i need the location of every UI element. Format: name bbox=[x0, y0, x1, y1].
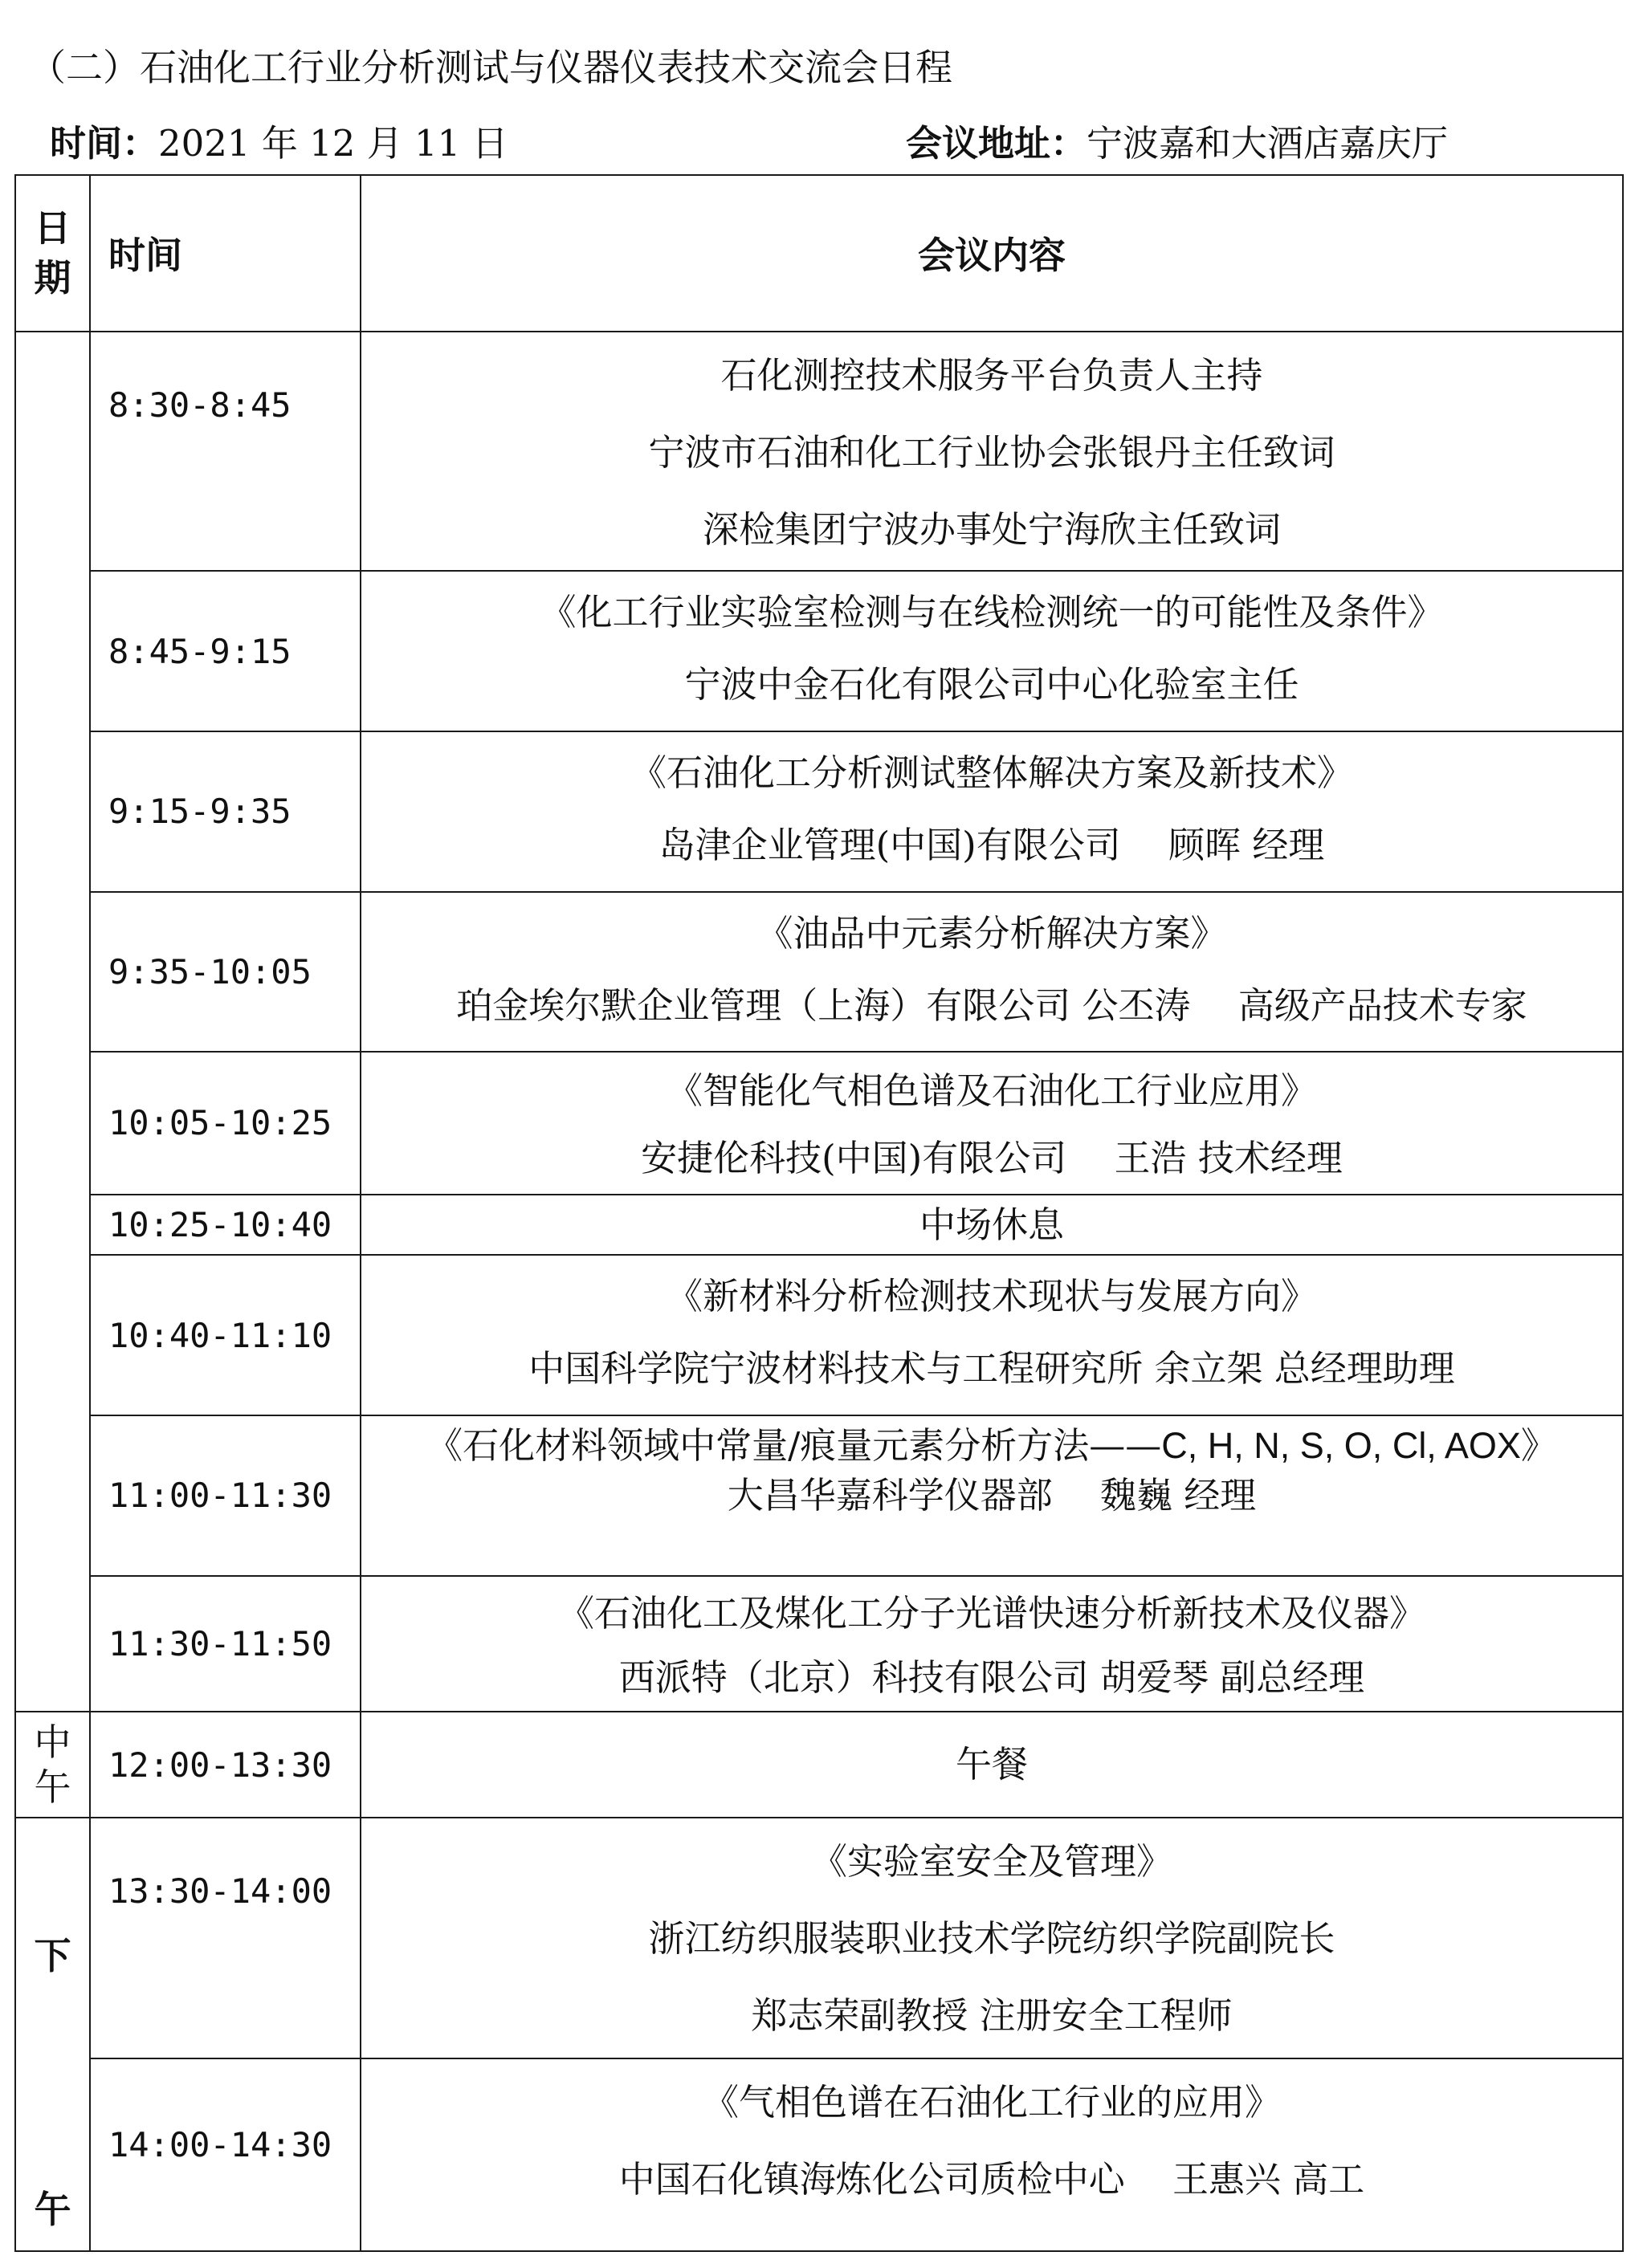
time-label: 时间： bbox=[50, 122, 159, 165]
content-line: 宁波市石油和化工行业协会张银丹主任致词 bbox=[648, 430, 1335, 474]
time-cell: 11:00-11:30 bbox=[90, 1415, 361, 1576]
time-cell: 11:30-11:50 bbox=[90, 1576, 361, 1712]
content-line: 深检集团宁波办事处宁海欣主任致词 bbox=[702, 507, 1281, 551]
content-line: 《油品中元素分析解决方案》 bbox=[756, 911, 1227, 955]
content-line: 石化测控技术服务平台负责人主持 bbox=[720, 353, 1263, 397]
schedule-table bbox=[14, 174, 1624, 2252]
content-cell bbox=[361, 571, 1623, 731]
content-cell bbox=[361, 892, 1623, 1053]
content-line: 《气相色谱在石油化工行业的应用》 bbox=[702, 2080, 1281, 2123]
content-cell bbox=[361, 1255, 1623, 1415]
content-line: C, H, N, S, O, Cl, AOX》 bbox=[1161, 1425, 1557, 1467]
table-row bbox=[15, 332, 1623, 572]
header-time: 时间 bbox=[90, 175, 361, 332]
content-line: 中场休息 bbox=[919, 1203, 1064, 1246]
content-cell bbox=[361, 1195, 1623, 1256]
content-line: 大昌华嘉科学仪器部 魏巍 经理 bbox=[727, 1474, 1257, 1517]
table-row bbox=[15, 1052, 1623, 1195]
table-row bbox=[15, 1415, 1623, 1576]
content-cell bbox=[361, 1712, 1623, 1818]
content-cell bbox=[361, 332, 1623, 572]
content-line: 《新材料分析检测技术现状与发展方向》 bbox=[666, 1275, 1317, 1318]
content-line: 《石油化工及煤化工分子光谱快速分析新技术及仪器》 bbox=[557, 1591, 1425, 1635]
header-content: 会议内容 bbox=[361, 175, 1623, 332]
content-line: 浙江纺织服装职业技术学院纺织学院副院长 bbox=[648, 1917, 1335, 1961]
time-cell: 13:30-14:00 bbox=[90, 1818, 361, 2058]
content-line: 中国石化镇海炼化公司质检中心 王惠兴 高工 bbox=[618, 2157, 1365, 2201]
table-row bbox=[15, 571, 1623, 731]
content-line: 安捷伦科技(中国)有限公司 王浩 技术经理 bbox=[641, 1137, 1343, 1180]
content-line: 《实验室安全及管理》 bbox=[810, 1840, 1172, 1883]
content-line: 《石化材料领域中常量/痕量元素分析方法—— bbox=[426, 1424, 1162, 1468]
time-cell: 8:45-9:15 bbox=[90, 571, 361, 731]
content-line: 《化工行业实验室检测与在线检测统一的可能性及条件》 bbox=[540, 591, 1444, 634]
content-line: 宁波中金石化有限公司中心化验室主任 bbox=[684, 663, 1299, 706]
content-cell bbox=[361, 1052, 1623, 1195]
time-cell: 10:25-10:40 bbox=[90, 1195, 361, 1256]
header-date-char-1: 日 bbox=[34, 206, 71, 250]
time-cell: 9:35-10:05 bbox=[90, 892, 361, 1053]
table-row bbox=[15, 1195, 1623, 1256]
table-row bbox=[15, 2058, 1623, 2251]
content-line: 西派特（北京）科技有限公司 胡爱琴 副总经理 bbox=[618, 1655, 1365, 1699]
content-cell bbox=[361, 1818, 1623, 2058]
content-cell bbox=[361, 1415, 1623, 1576]
header-row bbox=[15, 175, 1623, 332]
date-afternoon-char-2: 午 bbox=[34, 2188, 71, 2232]
date-afternoon-char-1: 下 bbox=[34, 1934, 71, 1978]
date-noon-char-2: 午 bbox=[34, 1765, 71, 1810]
content-line: 《石油化工分析测试整体解决方案及新技术》 bbox=[630, 751, 1353, 794]
table-row bbox=[15, 892, 1623, 1053]
time-cell: 8:30-8:45 bbox=[90, 332, 361, 572]
header-date-char-2: 期 bbox=[34, 256, 71, 300]
table-row bbox=[15, 731, 1623, 892]
time-cell: 10:40-11:10 bbox=[90, 1255, 361, 1415]
table-row bbox=[15, 1818, 1623, 2058]
date-cell-noon bbox=[15, 1712, 90, 1818]
content-cell bbox=[361, 1576, 1623, 1712]
time-cell: 14:00-14:30 bbox=[90, 2058, 361, 2251]
page-title: （二）石油化工行业分析测试与仪器仪表技术交流会日程 bbox=[29, 46, 952, 89]
content-line: 岛津企业管理(中国)有限公司 顾晖 经理 bbox=[658, 823, 1325, 866]
content-line-combined bbox=[361, 1421, 1622, 1471]
time-cell: 12:00-13:30 bbox=[90, 1712, 361, 1818]
venue-value: 宁波嘉和大酒店嘉庆厅 bbox=[1087, 122, 1449, 165]
venue-label: 会议地址： bbox=[906, 122, 1087, 165]
table-row bbox=[15, 1712, 1623, 1818]
meeting-venue bbox=[906, 119, 1448, 169]
header-date bbox=[15, 175, 90, 332]
time-cell: 9:15-9:35 bbox=[90, 731, 361, 892]
meeting-time bbox=[50, 119, 508, 169]
date-cell-morning bbox=[15, 332, 90, 1712]
content-line: 中国科学院宁波材料技术与工程研究所 余立架 总经理助理 bbox=[528, 1347, 1455, 1391]
content-cell bbox=[361, 2058, 1623, 2251]
content-line: 郑志荣副教授 注册安全工程师 bbox=[751, 1994, 1233, 2038]
time-value: 2021 年 12 月 11 日 bbox=[158, 122, 508, 165]
date-cell-afternoon bbox=[15, 1818, 90, 2251]
content-line: 午餐 bbox=[955, 1743, 1028, 1786]
content-cell bbox=[361, 731, 1623, 892]
content-line: 珀金埃尔默企业管理（上海）有限公司 公丕涛 高级产品技术专家 bbox=[456, 983, 1527, 1027]
time-cell: 10:05-10:25 bbox=[90, 1052, 361, 1195]
date-noon-char-1: 中 bbox=[34, 1720, 71, 1765]
table-row bbox=[15, 1576, 1623, 1712]
table-row bbox=[15, 1255, 1623, 1415]
content-line: 《智能化气相色谱及石油化工行业应用》 bbox=[666, 1069, 1317, 1113]
